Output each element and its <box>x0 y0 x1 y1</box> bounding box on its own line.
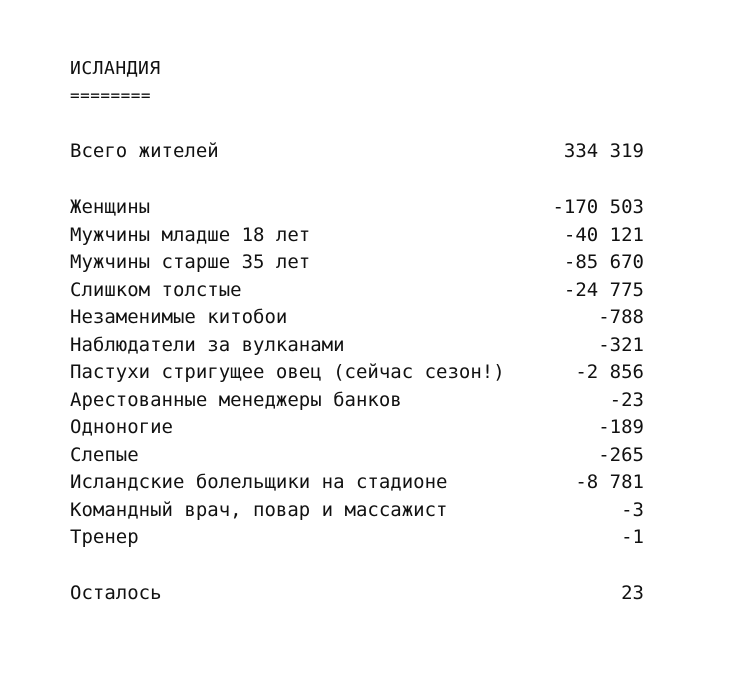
row-value: -788 <box>598 306 644 328</box>
table-row <box>70 277 644 303</box>
table-row <box>70 442 644 468</box>
row-value: -23 <box>609 388 644 411</box>
row-label: Наблюдатели за вулканами <box>70 333 345 356</box>
row-value: -85 670 <box>563 251 644 273</box>
remaining-value: 23 <box>621 582 644 604</box>
table-row <box>70 304 644 330</box>
table-row <box>70 497 644 523</box>
row-value: -24 775 <box>563 278 644 301</box>
table-row <box>70 387 644 413</box>
row-value: -1 <box>621 526 644 548</box>
row-label: Незаменимые китобои <box>70 306 288 328</box>
row-value: -265 <box>598 443 644 466</box>
document-title: ИСЛАНДИЯ <box>70 58 161 79</box>
row-label: Мужчины младше 18 лет <box>70 223 311 246</box>
table-row <box>70 249 644 275</box>
row-label: Мужчины старше 35 лет <box>70 251 311 273</box>
row-value: -170 503 <box>552 196 644 218</box>
row-label: Слепые <box>70 443 139 466</box>
row-label: Слишком толстые <box>70 278 242 301</box>
table-row <box>70 359 644 385</box>
table-row <box>70 194 644 220</box>
total-value: 334 319 <box>563 140 644 162</box>
table-row <box>70 332 644 358</box>
total-label: Всего жителей <box>70 140 219 162</box>
total-row <box>70 138 644 164</box>
row-label: Исландские болельщики на стадионе <box>70 471 448 493</box>
row-value: -321 <box>598 333 644 356</box>
title-underline: ======== <box>70 86 152 105</box>
row-value: -3 <box>621 498 644 521</box>
table-row <box>70 222 644 248</box>
row-label: Тренер <box>70 526 139 548</box>
table-row <box>70 414 644 440</box>
row-label: Одноногие <box>70 416 173 438</box>
row-label: Командный врач, повар и массажист <box>70 498 448 521</box>
row-label: Пастухи стригущее овец (сейчас сезон!) <box>70 361 505 383</box>
row-label: Арестованные менеджеры банков <box>70 388 402 411</box>
table-row <box>70 524 644 550</box>
row-value: -8 781 <box>575 471 644 493</box>
row-value: -40 121 <box>563 223 644 246</box>
remaining-row <box>70 580 644 606</box>
row-value: -189 <box>598 416 644 438</box>
row-label: Женщины <box>70 196 151 218</box>
row-value: -2 856 <box>575 361 644 383</box>
table-row <box>70 469 644 495</box>
remaining-label: Осталось <box>70 582 162 604</box>
